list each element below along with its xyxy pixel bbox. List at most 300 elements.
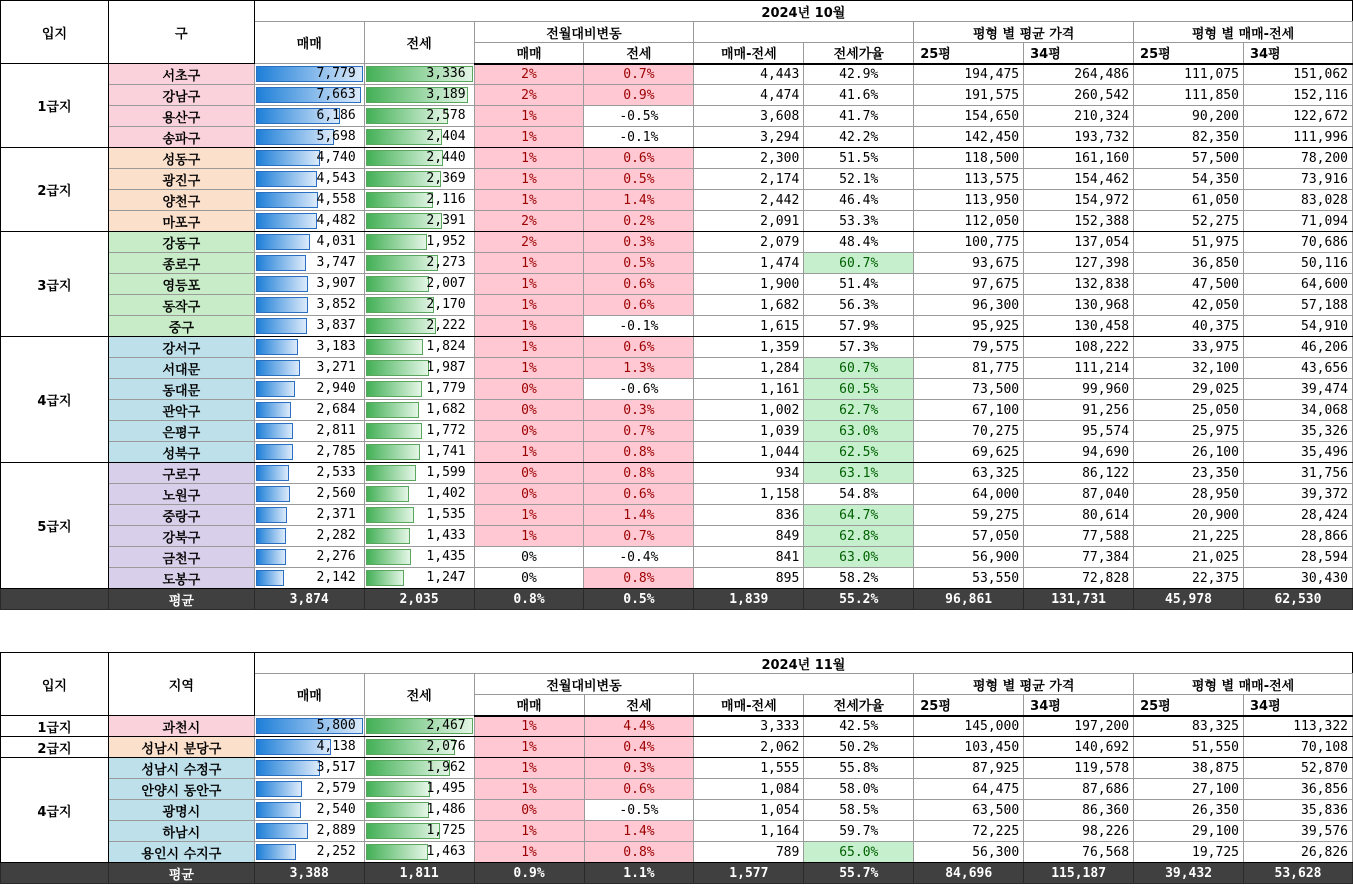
gap-34[interactable]: 70,686 [1243, 232, 1352, 253]
sale-jeonse-gap[interactable]: 895 [694, 568, 804, 589]
avg-spacer[interactable] [1, 863, 109, 884]
avg-price-25[interactable]: 112,050 [914, 211, 1024, 232]
tier-label[interactable]: 1급지 [1, 64, 109, 148]
avg-price-25[interactable]: 79,575 [914, 337, 1024, 358]
jeonse-price[interactable] [364, 758, 474, 779]
jeonse-price[interactable] [364, 421, 474, 442]
avg-price-34[interactable]: 264,486 [1024, 64, 1134, 85]
header-gap[interactable]: 매매-전세 [694, 43, 804, 64]
mom-jeonse[interactable]: 0.3% [584, 758, 694, 779]
gap-34[interactable]: 151,062 [1243, 64, 1352, 85]
avg-price-34[interactable]: 98,226 [1024, 821, 1134, 842]
sale-jeonse-gap[interactable]: 2,174 [694, 169, 804, 190]
header-gap[interactable]: 매매-전세 [694, 695, 804, 716]
gap-25[interactable]: 111,850 [1134, 85, 1244, 106]
jeonse-price[interactable] [364, 274, 474, 295]
sale-jeonse-gap[interactable]: 1,158 [694, 484, 804, 505]
sale-jeonse-gap[interactable]: 934 [694, 463, 804, 484]
avg-price-25[interactable]: 56,300 [914, 842, 1024, 863]
jeonse-ratio[interactable]: 46.4% [804, 190, 914, 211]
header-mom[interactable]: 전월대비변동 [474, 22, 694, 43]
sale-jeonse-gap[interactable]: 2,091 [694, 211, 804, 232]
avg-price-25[interactable]: 57,050 [914, 526, 1024, 547]
mom-sale[interactable]: 0% [474, 568, 584, 589]
avg-price-34[interactable]: 86,122 [1024, 463, 1134, 484]
mom-jeonse[interactable]: 0.9% [584, 85, 694, 106]
gap-34[interactable]: 78,200 [1243, 148, 1352, 169]
sale-price[interactable] [254, 295, 364, 316]
gap-25[interactable]: 38,875 [1134, 758, 1244, 779]
sale-jeonse-gap[interactable]: 3,333 [694, 716, 804, 737]
mom-jeonse[interactable]: 0.5% [584, 253, 694, 274]
avg-price-25[interactable]: 67,100 [914, 400, 1024, 421]
avg-price-25[interactable]: 142,450 [914, 127, 1024, 148]
mom-jeonse[interactable]: -0.1% [584, 316, 694, 337]
jeonse-price[interactable] [364, 85, 474, 106]
gap-34[interactable]: 28,594 [1243, 547, 1352, 568]
sale-jeonse-gap[interactable]: 1,054 [694, 800, 804, 821]
avg-price-34[interactable]: 111,214 [1024, 358, 1134, 379]
mom-sale[interactable]: 2% [474, 211, 584, 232]
area-name[interactable]: 광진구 [108, 169, 254, 190]
header-area[interactable]: 구 [108, 1, 254, 64]
gap-25[interactable]: 54,350 [1134, 169, 1244, 190]
sale-price[interactable] [254, 316, 364, 337]
sale-price[interactable] [254, 148, 364, 169]
header-mom-jeonse[interactable]: 전세 [584, 695, 694, 716]
jeonse-price[interactable] [364, 842, 474, 863]
avg-price-25[interactable]: 194,475 [914, 64, 1024, 85]
mom-jeonse[interactable]: 1.4% [584, 821, 694, 842]
gap-25[interactable]: 42,050 [1134, 295, 1244, 316]
gap-25[interactable]: 36,850 [1134, 253, 1244, 274]
avg-price-25[interactable]: 113,950 [914, 190, 1024, 211]
mom-jeonse[interactable]: 0.8% [584, 463, 694, 484]
mom-sale[interactable]: 1% [474, 316, 584, 337]
avg-price-34[interactable]: 130,458 [1024, 316, 1134, 337]
jeonse-ratio[interactable]: 62.8% [804, 526, 914, 547]
jeonse-price[interactable] [364, 505, 474, 526]
mom-jeonse[interactable]: 0.8% [584, 568, 694, 589]
mom-jeonse[interactable]: 0.6% [584, 337, 694, 358]
gap-34[interactable]: 30,430 [1243, 568, 1352, 589]
mom-jeonse[interactable]: 0.6% [584, 779, 694, 800]
jeonse-ratio[interactable]: 62.5% [804, 442, 914, 463]
jeonse-ratio[interactable]: 63.0% [804, 547, 914, 568]
jeonse-price[interactable] [364, 379, 474, 400]
avg-price-34[interactable]: 72,828 [1024, 568, 1134, 589]
sale-jeonse-gap[interactable]: 849 [694, 526, 804, 547]
gap-34[interactable]: 35,836 [1244, 800, 1353, 821]
sale-jeonse-gap[interactable]: 1,044 [694, 442, 804, 463]
avg-price-34[interactable]: 108,222 [1024, 337, 1134, 358]
mom-jeonse[interactable]: 4.4% [584, 716, 694, 737]
mom-sale[interactable]: 1% [474, 737, 584, 758]
mom-jeonse[interactable]: 0.6% [584, 295, 694, 316]
sale-jeonse-gap[interactable]: 2,442 [694, 190, 804, 211]
sale-jeonse-gap[interactable]: 1,682 [694, 295, 804, 316]
gap-25[interactable]: 29,025 [1134, 379, 1244, 400]
mom-jeonse[interactable]: 0.8% [584, 442, 694, 463]
header-mom-jeonse[interactable]: 전세 [584, 43, 694, 64]
gap-25[interactable]: 40,375 [1134, 316, 1244, 337]
mom-jeonse[interactable]: 0.5% [584, 169, 694, 190]
tier-label[interactable]: 4급지 [1, 758, 109, 863]
mom-sale[interactable]: 2% [474, 232, 584, 253]
gap-25[interactable]: 82,350 [1134, 127, 1244, 148]
sale-price[interactable] [254, 358, 364, 379]
avg-g34[interactable]: 62,530 [1243, 589, 1352, 610]
mom-jeonse[interactable]: 0.6% [584, 484, 694, 505]
sale-price[interactable] [254, 211, 364, 232]
header-avg-price[interactable]: 평형 별 평균 가격 [914, 22, 1134, 43]
avg-price-25[interactable]: 72,225 [914, 821, 1024, 842]
mom-jeonse[interactable]: 0.7% [584, 526, 694, 547]
mom-sale[interactable]: 1% [474, 274, 584, 295]
jeonse-ratio[interactable]: 51.4% [804, 274, 914, 295]
area-name[interactable]: 서대문 [108, 358, 254, 379]
header-tier[interactable]: 입지 [1, 1, 109, 64]
gap-34[interactable]: 122,672 [1243, 106, 1352, 127]
sale-jeonse-gap[interactable]: 1,359 [694, 337, 804, 358]
header-period[interactable]: 2024년 11월 [254, 653, 1352, 674]
header-period[interactable]: 2024년 10월 [254, 1, 1352, 22]
header-tier[interactable]: 입지 [1, 653, 109, 716]
area-name[interactable]: 강북구 [108, 526, 254, 547]
avg-price-34[interactable]: 94,690 [1024, 442, 1134, 463]
mom-sale[interactable]: 1% [474, 716, 584, 737]
gap-25[interactable]: 32,100 [1134, 358, 1244, 379]
gap-34[interactable]: 43,656 [1243, 358, 1352, 379]
jeonse-price[interactable] [364, 779, 474, 800]
header-avg-25[interactable]: 25평 [914, 43, 1024, 64]
mom-jeonse[interactable]: 0.7% [584, 421, 694, 442]
sale-price[interactable] [254, 800, 364, 821]
mom-sale[interactable]: 0% [474, 400, 584, 421]
sale-jeonse-gap[interactable]: 2,300 [694, 148, 804, 169]
gap-34[interactable]: 152,116 [1243, 85, 1352, 106]
mom-jeonse[interactable]: 0.2% [584, 211, 694, 232]
avg-price-34[interactable]: 130,968 [1024, 295, 1134, 316]
avg-price-34[interactable]: 87,686 [1024, 779, 1134, 800]
avg-p34[interactable]: 115,187 [1024, 863, 1134, 884]
sale-price[interactable] [254, 821, 364, 842]
gap-25[interactable]: 26,350 [1134, 800, 1244, 821]
gap-34[interactable]: 34,068 [1243, 400, 1352, 421]
avg-sale[interactable]: 3,874 [254, 589, 364, 610]
sale-price[interactable] [254, 779, 364, 800]
area-name[interactable]: 강서구 [108, 337, 254, 358]
header-jeonse[interactable]: 전세 [364, 674, 474, 716]
sale-jeonse-gap[interactable]: 1,555 [694, 758, 804, 779]
jeonse-ratio[interactable]: 54.8% [804, 484, 914, 505]
sale-price[interactable] [254, 64, 364, 85]
gap-34[interactable]: 26,826 [1244, 842, 1353, 863]
avg-jeonse[interactable]: 2,035 [364, 589, 474, 610]
avg-price-25[interactable]: 118,500 [914, 148, 1024, 169]
sale-jeonse-gap[interactable]: 1,284 [694, 358, 804, 379]
header-gap-34[interactable]: 34평 [1244, 695, 1353, 716]
gap-25[interactable]: 25,975 [1134, 421, 1244, 442]
avg-ratio[interactable]: 55.2% [804, 589, 914, 610]
area-name[interactable]: 서초구 [108, 64, 254, 85]
jeonse-price[interactable] [364, 232, 474, 253]
jeonse-ratio[interactable]: 42.2% [804, 127, 914, 148]
gap-34[interactable]: 54,910 [1243, 316, 1352, 337]
sale-jeonse-gap[interactable]: 3,294 [694, 127, 804, 148]
jeonse-price[interactable] [364, 64, 474, 85]
sale-price[interactable] [254, 737, 364, 758]
jeonse-price[interactable] [364, 337, 474, 358]
area-name[interactable]: 영등포 [108, 274, 254, 295]
jeonse-price[interactable] [364, 568, 474, 589]
mom-sale[interactable]: 2% [474, 85, 584, 106]
area-name[interactable]: 중랑구 [108, 505, 254, 526]
avg-price-34[interactable]: 119,578 [1024, 758, 1134, 779]
jeonse-price[interactable] [364, 148, 474, 169]
avg-price-34[interactable]: 193,732 [1024, 127, 1134, 148]
avg-mom-sale[interactable]: 0.9% [474, 863, 584, 884]
jeonse-price[interactable] [364, 526, 474, 547]
sale-price[interactable] [254, 127, 364, 148]
sale-jeonse-gap[interactable]: 2,079 [694, 232, 804, 253]
area-name[interactable]: 하남시 [108, 821, 254, 842]
area-name[interactable]: 동작구 [108, 295, 254, 316]
area-name[interactable]: 과천시 [108, 716, 254, 737]
gap-34[interactable]: 39,372 [1243, 484, 1352, 505]
jeonse-ratio[interactable]: 65.0% [804, 842, 914, 863]
gap-34[interactable]: 50,116 [1243, 253, 1352, 274]
mom-jeonse[interactable]: -0.1% [584, 127, 694, 148]
jeonse-ratio[interactable]: 50.2% [804, 737, 914, 758]
mom-sale[interactable]: 1% [474, 127, 584, 148]
avg-label[interactable]: 평균 [108, 589, 254, 610]
jeonse-ratio[interactable]: 56.3% [804, 295, 914, 316]
jeonse-ratio[interactable]: 60.5% [804, 379, 914, 400]
sale-jeonse-gap[interactable]: 1,039 [694, 421, 804, 442]
mom-sale[interactable]: 1% [474, 505, 584, 526]
sale-price[interactable] [254, 274, 364, 295]
tier-label[interactable]: 1급지 [1, 716, 109, 737]
area-name[interactable]: 용인시 수지구 [108, 842, 254, 863]
avg-label[interactable]: 평균 [108, 863, 254, 884]
area-name[interactable]: 송파구 [108, 127, 254, 148]
jeonse-price[interactable] [364, 547, 474, 568]
sale-jeonse-gap[interactable]: 3,608 [694, 106, 804, 127]
mom-jeonse[interactable]: 0.3% [584, 400, 694, 421]
avg-price-34[interactable]: 132,838 [1024, 274, 1134, 295]
sale-price[interactable] [254, 484, 364, 505]
avg-price-25[interactable]: 73,500 [914, 379, 1024, 400]
jeonse-price[interactable] [364, 716, 474, 737]
mom-sale[interactable]: 1% [474, 821, 584, 842]
sale-price[interactable] [254, 568, 364, 589]
avg-mom-sale[interactable]: 0.8% [474, 589, 584, 610]
area-name[interactable]: 안양시 동안구 [108, 779, 254, 800]
avg-price-34[interactable]: 99,960 [1024, 379, 1134, 400]
tier-label[interactable]: 4급지 [1, 337, 109, 463]
jeonse-price[interactable] [364, 737, 474, 758]
mom-sale[interactable]: 1% [474, 779, 584, 800]
mom-jeonse[interactable]: 0.8% [584, 842, 694, 863]
avg-price-25[interactable]: 95,925 [914, 316, 1024, 337]
jeonse-ratio[interactable]: 55.8% [804, 758, 914, 779]
sale-price[interactable] [254, 232, 364, 253]
jeonse-price[interactable] [364, 821, 474, 842]
jeonse-ratio[interactable]: 52.1% [804, 169, 914, 190]
gap-25[interactable]: 57,500 [1134, 148, 1244, 169]
sale-jeonse-gap[interactable]: 789 [694, 842, 804, 863]
header-sale[interactable]: 매매 [254, 674, 364, 716]
mom-jeonse[interactable]: -0.4% [584, 547, 694, 568]
sale-jeonse-gap[interactable]: 2,062 [694, 737, 804, 758]
avg-gap[interactable]: 1,577 [694, 863, 804, 884]
mom-jeonse[interactable]: 0.6% [584, 148, 694, 169]
avg-price-34[interactable]: 154,972 [1024, 190, 1134, 211]
sale-jeonse-gap[interactable]: 4,474 [694, 85, 804, 106]
mom-jeonse[interactable]: 0.7% [584, 64, 694, 85]
jeonse-price[interactable] [364, 800, 474, 821]
sale-jeonse-gap[interactable]: 1,161 [694, 379, 804, 400]
avg-price-25[interactable]: 113,575 [914, 169, 1024, 190]
gap-25[interactable]: 20,900 [1134, 505, 1244, 526]
header-blank[interactable] [694, 674, 914, 695]
header-area[interactable]: 지역 [108, 653, 254, 716]
area-name[interactable]: 금천구 [108, 547, 254, 568]
avg-price-25[interactable]: 97,675 [914, 274, 1024, 295]
gap-25[interactable]: 22,375 [1134, 568, 1244, 589]
avg-price-34[interactable]: 161,160 [1024, 148, 1134, 169]
jeonse-ratio[interactable]: 48.4% [804, 232, 914, 253]
header-mom[interactable]: 전월대비변동 [474, 674, 694, 695]
avg-sale[interactable]: 3,388 [254, 863, 364, 884]
avg-p25[interactable]: 96,861 [914, 589, 1024, 610]
area-name[interactable]: 강동구 [108, 232, 254, 253]
mom-sale[interactable]: 1% [474, 842, 584, 863]
jeonse-price[interactable] [364, 295, 474, 316]
tier-label[interactable]: 2급지 [1, 148, 109, 232]
jeonse-ratio[interactable]: 51.5% [804, 148, 914, 169]
jeonse-ratio[interactable]: 41.7% [804, 106, 914, 127]
gap-25[interactable]: 28,950 [1134, 484, 1244, 505]
header-avg-price[interactable]: 평형 별 평균 가격 [914, 674, 1134, 695]
gap-34[interactable]: 71,094 [1243, 211, 1352, 232]
jeonse-ratio[interactable]: 63.0% [804, 421, 914, 442]
jeonse-ratio[interactable]: 57.3% [804, 337, 914, 358]
jeonse-price[interactable] [364, 358, 474, 379]
gap-34[interactable]: 28,866 [1243, 526, 1352, 547]
mom-sale[interactable]: 1% [474, 358, 584, 379]
gap-25[interactable]: 51,550 [1134, 737, 1244, 758]
avg-price-25[interactable]: 70,275 [914, 421, 1024, 442]
sale-price[interactable] [254, 106, 364, 127]
sale-price[interactable] [254, 547, 364, 568]
mom-sale[interactable]: 0% [474, 800, 584, 821]
area-name[interactable]: 구로구 [108, 463, 254, 484]
header-mom-sale[interactable]: 매매 [474, 695, 584, 716]
avg-price-34[interactable]: 77,384 [1024, 547, 1134, 568]
avg-price-25[interactable]: 145,000 [914, 716, 1024, 737]
sale-jeonse-gap[interactable]: 1,615 [694, 316, 804, 337]
sale-price[interactable] [254, 842, 364, 863]
jeonse-ratio[interactable]: 60.7% [804, 358, 914, 379]
gap-25[interactable]: 47,500 [1134, 274, 1244, 295]
gap-25[interactable]: 52,275 [1134, 211, 1244, 232]
avg-price-34[interactable]: 210,324 [1024, 106, 1134, 127]
gap-34[interactable]: 39,576 [1244, 821, 1353, 842]
avg-gap[interactable]: 1,839 [694, 589, 804, 610]
sale-price[interactable] [254, 758, 364, 779]
sale-price[interactable] [254, 421, 364, 442]
header-avg-34[interactable]: 34평 [1024, 43, 1134, 64]
mom-sale[interactable]: 0% [474, 421, 584, 442]
avg-price-34[interactable]: 86,360 [1024, 800, 1134, 821]
avg-price-34[interactable]: 87,040 [1024, 484, 1134, 505]
gap-34[interactable]: 111,996 [1243, 127, 1352, 148]
jeonse-price[interactable] [364, 463, 474, 484]
gap-34[interactable]: 113,322 [1244, 716, 1353, 737]
jeonse-ratio[interactable]: 62.7% [804, 400, 914, 421]
avg-price-34[interactable]: 152,388 [1024, 211, 1134, 232]
avg-price-34[interactable]: 154,462 [1024, 169, 1134, 190]
area-name[interactable]: 동대문 [108, 379, 254, 400]
area-name[interactable]: 마포구 [108, 211, 254, 232]
avg-price-25[interactable]: 64,000 [914, 484, 1024, 505]
header-gap-by-size[interactable]: 평형 별 매매-전세 [1134, 674, 1353, 695]
jeonse-price[interactable] [364, 106, 474, 127]
avg-g25[interactable]: 39,432 [1134, 863, 1244, 884]
avg-price-25[interactable]: 96,300 [914, 295, 1024, 316]
mom-sale[interactable]: 1% [474, 169, 584, 190]
area-name[interactable]: 관악구 [108, 400, 254, 421]
sale-jeonse-gap[interactable]: 1,002 [694, 400, 804, 421]
area-name[interactable]: 도봉구 [108, 568, 254, 589]
avg-price-25[interactable]: 154,650 [914, 106, 1024, 127]
header-ratio[interactable]: 전세가율 [804, 695, 914, 716]
avg-price-25[interactable]: 63,325 [914, 463, 1024, 484]
avg-mom-jeonse[interactable]: 0.5% [584, 589, 694, 610]
jeonse-ratio[interactable]: 57.9% [804, 316, 914, 337]
mom-sale[interactable]: 1% [474, 442, 584, 463]
mom-sale[interactable]: 1% [474, 148, 584, 169]
jeonse-price[interactable] [364, 190, 474, 211]
jeonse-price[interactable] [364, 400, 474, 421]
mom-sale[interactable]: 0% [474, 379, 584, 400]
gap-25[interactable]: 25,050 [1134, 400, 1244, 421]
gap-25[interactable]: 51,975 [1134, 232, 1244, 253]
jeonse-ratio[interactable]: 60.7% [804, 253, 914, 274]
avg-jeonse[interactable]: 1,811 [364, 863, 474, 884]
jeonse-price[interactable] [364, 169, 474, 190]
avg-price-25[interactable]: 87,925 [914, 758, 1024, 779]
gap-25[interactable]: 61,050 [1134, 190, 1244, 211]
sale-price[interactable] [254, 337, 364, 358]
avg-price-34[interactable]: 76,568 [1024, 842, 1134, 863]
mom-sale[interactable]: 1% [474, 758, 584, 779]
sale-price[interactable] [254, 169, 364, 190]
jeonse-price[interactable] [364, 484, 474, 505]
header-blank[interactable] [694, 22, 914, 43]
avg-price-34[interactable]: 80,614 [1024, 505, 1134, 526]
avg-price-25[interactable]: 64,475 [914, 779, 1024, 800]
gap-25[interactable]: 26,100 [1134, 442, 1244, 463]
area-name[interactable]: 은평구 [108, 421, 254, 442]
header-avg-25[interactable]: 25평 [914, 695, 1024, 716]
gap-34[interactable]: 35,326 [1243, 421, 1352, 442]
area-name[interactable]: 강남구 [108, 85, 254, 106]
gap-25[interactable]: 27,100 [1134, 779, 1244, 800]
jeonse-ratio[interactable]: 58.2% [804, 568, 914, 589]
